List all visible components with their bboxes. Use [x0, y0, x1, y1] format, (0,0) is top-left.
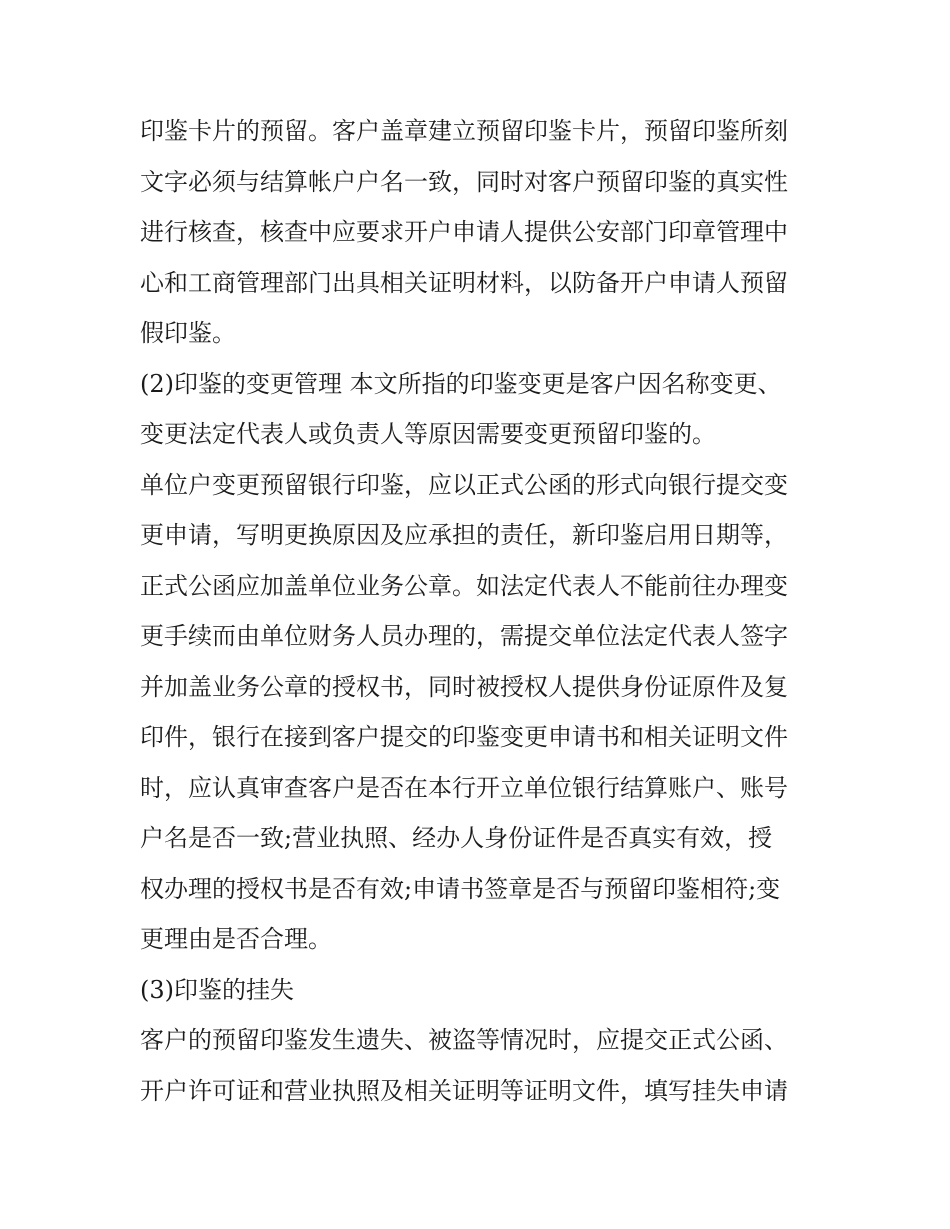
text-line: 时，应认真审查客户是否在本行开立单位银行结算账户、账号: [140, 773, 788, 802]
text-line: 更手续而由单位财务人员办理的，需提交单位法定代表人签字: [140, 622, 788, 650]
text-line: 更申请，写明更换原因及应承担的责任，新印鉴启用日期等，: [140, 521, 788, 549]
text-line: 进行核查，核查中应要求开户申请人提供公安部门印章管理中: [140, 218, 788, 246]
text-line: 假印鉴。: [140, 319, 236, 347]
text-line: 单位户变更预留银行印鉴，应以正式公函的形式向银行提交变: [140, 470, 788, 499]
text-line: 客户的预留印鉴发生遗失、被盗等情况时，应提交正式公函、: [140, 1026, 788, 1054]
section-heading-3: (3)印鉴的挂失: [140, 975, 294, 1004]
text-line: 印件，银行在接到客户提交的印鉴变更申请书和相关证明文件: [140, 723, 788, 751]
text-line: 正式公函应加盖单位业务公章。如法定代表人不能前往办理变: [140, 571, 788, 600]
text-line: 户名是否一致;营业执照、经办人身份证件是否真实有效，授: [140, 824, 773, 852]
text-line: 开户许可证和营业执照及相关证明等证明文件，填写挂失申请: [140, 1076, 788, 1105]
section-heading-2: (2)印鉴的变更管理 本文所指的印鉴变更是客户因名称变更、: [140, 369, 782, 398]
text-line: 更理由是否合理。: [140, 925, 332, 953]
text-line: 变更法定代表人或负责人等原因需要变更预留印鉴的。: [140, 420, 716, 448]
text-line: 印鉴卡片的预留。客户盖章建立预留印鉴卡片，预留印鉴所刻: [140, 117, 788, 145]
text-line: 并加盖业务公章的授权书，同时被授权人提供身份证原件及复: [140, 672, 788, 701]
text-line: 文字必须与结算帐户户名一致，同时对客户预留印鉴的真实性: [140, 167, 788, 196]
body-text: [140, 106, 820, 1116]
text-line: 权办理的授权书是否有效;申请书签章是否与预留印鉴相符;变: [140, 874, 781, 903]
text-line: 心和工商管理部门出具相关证明材料，以防备开户申请人预留: [140, 268, 788, 297]
